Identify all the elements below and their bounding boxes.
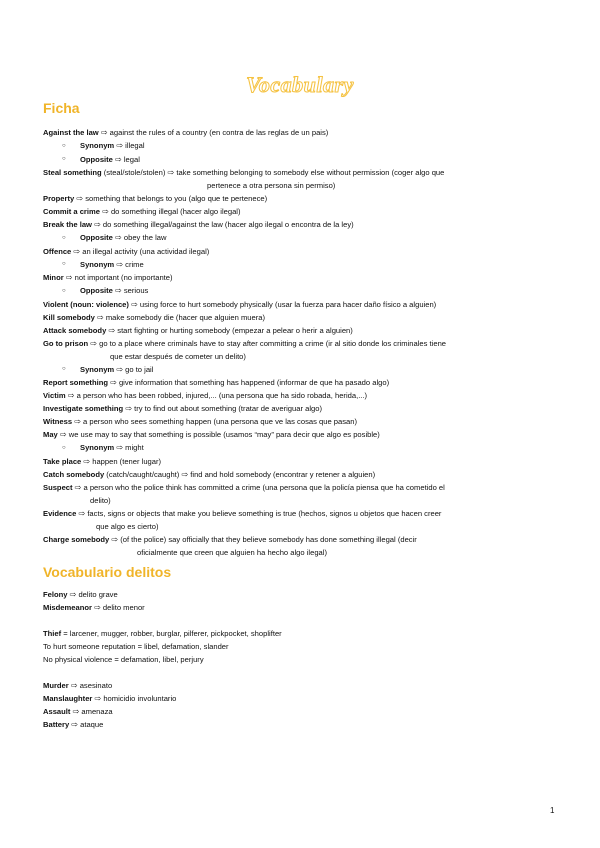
arrow-icon: ⇨ [76,194,84,203]
entry-term: Minor [43,273,64,282]
entry-definition: serious [123,286,149,295]
vocab-entry [43,192,563,205]
entry-definition: make somebody die (hacer que alguien muera) [105,312,265,322]
arrow-icon: ⇨ [115,154,122,164]
vocab-entry [43,389,563,402]
bullet-icon: ○ [62,142,66,149]
section-heading-ficha: Ficha [43,100,80,116]
arrow-icon: ⇨ [69,590,77,599]
vocab-entry [43,481,563,494]
entry-definition: crime [125,259,144,269]
entry-subterm: Opposite [80,286,113,295]
arrow-icon: ⇨ [94,603,101,612]
synonym-group [43,653,563,666]
vocab-entry [43,705,563,718]
ficha-vocabulary-list [43,126,563,559]
arrow-icon: ⇨ [116,364,124,374]
entry-definition: amenaza [81,707,113,716]
entry-subterm: Synonym [80,141,115,150]
entry-definition-continued: pertenece a otra persona sin permiso) [207,181,336,190]
arrow-icon: ⇨ [108,325,116,335]
arrow-icon: ⇨ [67,391,75,400]
vocab-entry [43,402,563,415]
vocab-entry [43,166,563,179]
entry-definition: facts, signs or objects that make you believe something is true (hechos, signos u objetos que hacen creer [87,508,442,518]
entry-term: Victim [43,391,66,400]
arrow-icon: ⇨ [181,469,189,479]
arrow-icon: ⇨ [71,720,78,729]
entry-definition: give information that something has happened (informar de que ha pasado algo) [118,378,390,387]
entry-definition: not important (no importante) [74,273,173,282]
arrow-icon: ⇨ [59,430,67,439]
vocab-entry [43,468,563,481]
arrow-icon: ⇨ [94,694,102,703]
entry-subterm: Opposite [80,154,113,164]
entry-definition: obey the law [123,233,167,242]
vocab-entry [43,679,563,692]
entry-term: Manslaughter [43,694,93,703]
entry-term: Violent (noun: violence) [43,299,129,309]
entry-term: Battery [43,720,70,729]
bullet-icon: ○ [62,234,66,241]
entry-definition: go to jail [125,364,154,374]
vocab-entry [43,245,563,258]
entry-term-forms: (steal/stole/stolen) [101,168,168,177]
entry-definition: try to find out about something (tratar de averiguar algo) [134,404,322,413]
arrow-icon: ⇨ [70,681,78,690]
vocab-entry [43,692,563,705]
arrow-icon: ⇨ [102,207,109,216]
vocab-entry [43,337,563,350]
vocab-entry [43,284,563,298]
bullet-icon: ○ [62,287,66,294]
group-synonyms: = libel, defamation, slander [137,642,229,651]
arrow-icon: ⇨ [74,482,82,492]
bullet-icon: ○ [62,156,66,162]
entry-definition-continued: que estar después de cometer un delito) [110,351,246,361]
vocab-entry [43,218,563,231]
section-heading-vocabulario-delitos: Vocabulario delitos [43,564,172,580]
entry-term-forms: (catch/caught/caught) [104,469,182,479]
entry-definition: a person who the police think has committed a crime (una persona que la policía piensa que ha cometido el [83,482,445,492]
entry-definition: take something belonging to somebody else without permission (coger algo que [176,168,445,177]
vocab-entry [43,205,563,218]
arrow-icon: ⇨ [73,246,81,256]
arrow-icon: ⇨ [110,378,117,387]
group-label: Thief [43,629,62,638]
entry-term: Investigate something [43,404,124,413]
arrow-icon: ⇨ [97,312,104,322]
entry-definition-continued: oficialmente que creen que alguien ha hecho algo ilegal) [137,547,327,557]
entry-definition: happen (tener lugar) [92,456,162,466]
entry-subterm: Synonym [80,364,115,374]
entry-definition: go to a place where criminals have to stay after committing a crime (ir al sitio donde los criminales tiene [99,338,447,348]
group-label: No physical violence [43,655,113,664]
entry-term: Murder [43,681,69,690]
synonym-group [43,627,563,640]
arrow-icon: ⇨ [116,259,124,269]
vocab-entry [43,428,563,441]
vocab-entry [43,718,563,731]
arrow-icon: ⇨ [90,338,97,348]
bullet-icon: ○ [62,444,66,451]
entry-definition: might [125,443,144,452]
arrow-icon: ⇨ [167,168,175,177]
delitos-vocabulary-list [43,588,563,731]
vocab-entry [43,588,563,601]
entry-definition: an illegal activity (una actividad ilegal) [82,246,210,256]
entry-term: Witness [43,417,73,426]
entry-definition: against the rules of a country (en contra de las reglas de un pais) [109,128,329,137]
bullet-icon: ○ [62,261,66,267]
vocab-entry [43,455,563,468]
arrow-icon: ⇨ [100,128,108,137]
arrow-icon: ⇨ [131,299,138,309]
group-synonyms: = larcener, mugger, robber, burglar, pilferer, pickpocket, shoplifter [63,629,282,638]
entry-term: Offence [43,246,72,256]
entry-term: Break the law [43,220,92,229]
entry-term: Charge somebody [43,534,110,544]
entry-definition: delito menor [102,603,145,612]
arrow-icon: ⇨ [65,273,73,282]
entry-definition: homicidio involuntario [103,694,177,703]
bullet-icon: ○ [62,366,66,372]
vocab-entry [43,311,563,324]
entry-term: Misdemeanor [43,603,92,612]
arrow-icon: ⇨ [125,404,133,413]
vocab-entry [43,258,563,272]
vocab-entry [43,153,563,167]
entry-term: Commit a crime [43,207,100,216]
entry-term: May [43,430,58,439]
vocab-entry [43,441,563,455]
entry-term: Evidence [43,508,77,518]
arrow-icon: ⇨ [72,707,80,716]
entry-definition: we use may to say that something is possible (usamos “may” para decir que algo es posible) [68,430,380,439]
vocab-entry [43,298,563,311]
vocab-entry [43,415,563,428]
vocab-entry [43,231,563,245]
entry-term: Property [43,194,75,203]
entry-definition: delito grave [78,590,118,599]
entry-definition: illegal [125,141,145,150]
page-number: 1 [550,806,555,815]
entry-definition-continued: que algo es cierto) [96,521,159,531]
entry-term: Catch somebody [43,469,105,479]
page-title: Vocabulary [246,72,354,97]
entry-definition-continued: delito) [90,495,111,505]
vocab-entry [43,507,563,520]
entry-term: Go to prison [43,338,89,348]
arrow-icon: ⇨ [83,456,91,466]
entry-term: Take place [43,456,82,466]
entry-term: Attack somebody [43,325,107,335]
entry-definition: a person who sees something happen (una persona que ve las cosas que pasan) [83,417,357,426]
entry-definition: ataque [80,720,104,729]
vocab-entry [43,601,563,614]
entry-term: Assault [43,707,71,716]
vocab-entry [43,533,563,546]
group-label: To hurt someone reputation [43,642,136,651]
entry-definition: do something illegal (hacer algo ilegal) [110,207,241,216]
entry-definition: a person who has been robbed, injured,... (una persona que ha sido robada, herida,...) [76,391,368,400]
group-synonyms: = defamation, libel, perjury [114,655,204,664]
entry-definition: start fighting or hurting somebody (empezar a pelear o herir a alguien) [117,325,353,335]
arrow-icon: ⇨ [78,508,86,518]
entry-term: Steal something [43,168,102,177]
synonym-group [43,640,563,653]
arrow-icon: ⇨ [116,141,124,150]
vocab-entry [43,363,563,377]
arrow-icon: ⇨ [111,534,119,544]
entry-term: Kill somebody [43,312,95,322]
entry-term: Felony [43,590,68,599]
vocab-entry [43,126,563,139]
entry-subterm: Synonym [80,443,115,452]
entry-definition: (of the police) say officially that they believe somebody has done something illegal (decir [120,534,417,544]
arrow-icon: ⇨ [116,443,124,452]
entry-definition: asesinato [79,681,113,690]
arrow-icon: ⇨ [94,220,101,229]
entry-definition: find and hold somebody (encontrar y retener a alguien) [190,469,376,479]
entry-term: Suspect [43,482,73,492]
vocab-entry [43,271,563,284]
arrow-icon: ⇨ [74,417,81,426]
vocab-entry [43,376,563,389]
entry-subterm: Opposite [80,233,113,242]
arrow-icon: ⇨ [115,286,122,295]
entry-term: Report something [43,378,108,387]
entry-definition: legal [123,154,140,164]
entry-definition: using force to hurt somebody physically (usar la fuerza para hacer daño físico a alguien) [139,299,437,309]
entry-term: Against the law [43,128,99,137]
vocab-entry [43,324,563,337]
entry-definition: something that belongs to you (algo que te pertenece) [85,194,268,203]
entry-subterm: Synonym [80,259,115,269]
vocab-entry [43,139,563,153]
entry-definition: do something illegal/against the law (hacer algo ilegal o encontra de la ley) [102,220,354,229]
arrow-icon: ⇨ [115,233,122,242]
